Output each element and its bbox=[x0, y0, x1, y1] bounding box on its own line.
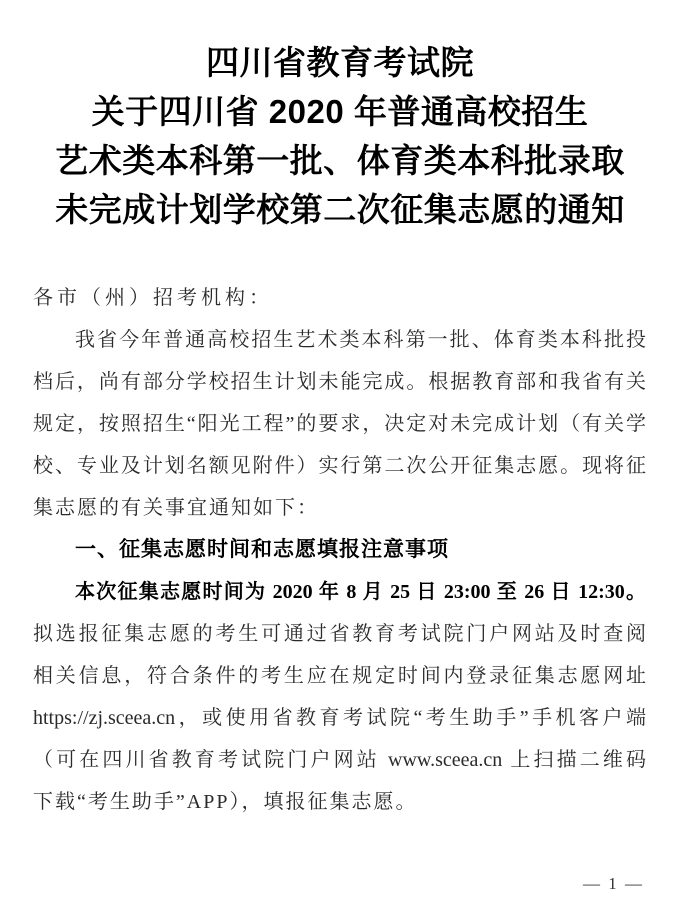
page-number: — 1 — bbox=[583, 874, 644, 893]
para1-line: 我省今年普通高校招生艺术类本科第一批、体育类本科批投 bbox=[75, 329, 646, 351]
para2-line-url: https://zj.sceea.cn，或使用省教育考试院“考生助手”手机客户端 bbox=[33, 707, 646, 729]
para2-line: 下载“考生助手”APP），填报征集志愿。 bbox=[33, 791, 418, 813]
salutation: 各市（州）招考机构： bbox=[33, 287, 273, 309]
para1-line: 集志愿的有关事宜通知如下： bbox=[33, 497, 319, 519]
title-line: 未完成计划学校第二次征集志愿的通知 bbox=[55, 191, 625, 228]
para1-line: 档后，尚有部分学校招生计划未能完成。根据教育部和我省有关 bbox=[33, 371, 646, 393]
title-line: 关于四川省 2020 年普通高校招生 bbox=[91, 93, 589, 130]
para2-line: 相关信息，符合条件的考生应在规定时间内登录征集志愿网址 bbox=[33, 665, 646, 687]
para1-line: 规定，按照招生“阳光工程”的要求，决定对未完成计划（有关学 bbox=[33, 413, 646, 435]
para2-line-time: 本次征集志愿时间为 2020 年 8 月 25 日 23:00 至 26 日 12:30。 bbox=[75, 581, 646, 603]
document-title bbox=[0, 0, 680, 234]
title-line: 四川省教育考试院 bbox=[206, 44, 474, 81]
para1-line: 校、专业及计划名额见附件）实行第二次公开征集志愿。现将征 bbox=[33, 455, 646, 477]
section-heading: 一、征集志愿时间和志愿填报注意事项 bbox=[75, 538, 449, 561]
document-body bbox=[33, 277, 646, 823]
para2-line: （可在四川省教育考试院门户网站 www.sceea.cn 上扫描二维码 bbox=[33, 749, 646, 771]
title-line: 艺术类本科第一批、体育类本科批录取 bbox=[55, 142, 625, 179]
para2-line: 拟选报征集志愿的考生可通过省教育考试院门户网站及时查阅 bbox=[33, 623, 646, 645]
